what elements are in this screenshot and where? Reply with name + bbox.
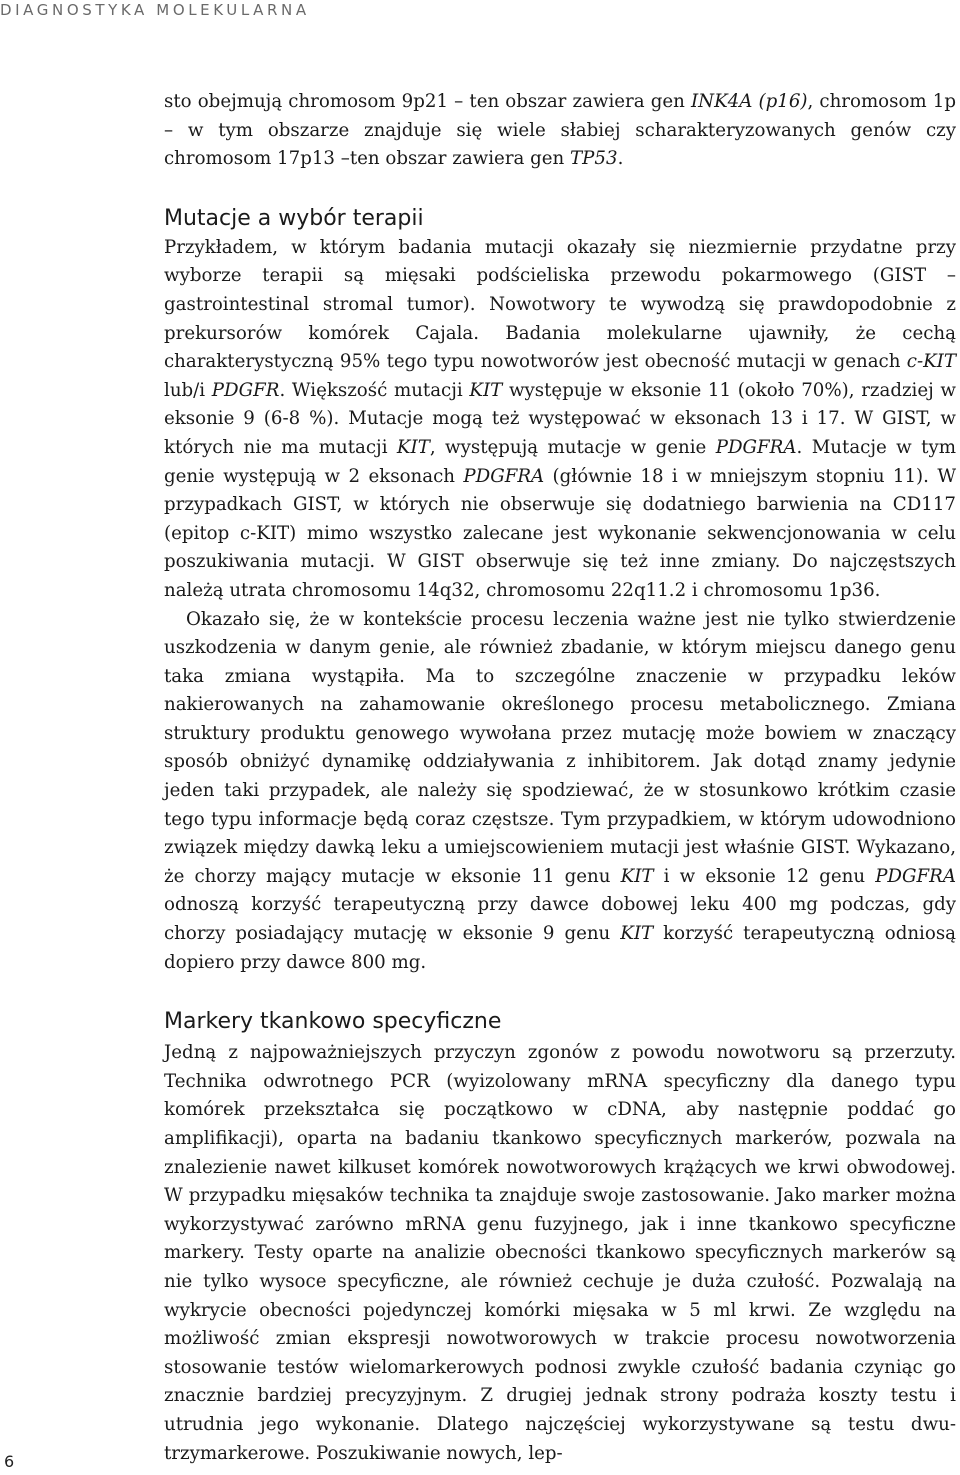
- section-heading-mutacje: Mutacje a wybór terapii: [164, 205, 424, 231]
- text-run: i w eksonie 12 genu: [653, 865, 876, 887]
- italic-gene-name: KIT: [620, 923, 654, 945]
- italic-gene-name: PDGFRA: [715, 436, 797, 458]
- text-run: Okazało się, że w kontekście procesu leczenia ważne jest nie tylko stwierdzenie uszkodzenia w danym genie, ale również zbadanie, w którym miejscu danego genu taka zmiana wystąpiła. Ma to szczególne znaczenie w przypadku leków nakierowanych na zahamowanie określonego procesu metabolicznego. Zmiana struktury produktu genowego wywołana przez mutację może bowiem w znaczący sposób obniżyć dynamikę oddziaływania z inhibitorem. Jak dotąd znamy jedynie jeden taki przypadek, ale należy się spodziewać, że w stosunkowo krótkim czasie tego typu informacje będą coraz częstsze. Tym przypadkiem, w którym udowodniono związek między dawką leku a umiejscowieniem mutacji jest właśnie GIST. Wykazano, że chorzy mający mutacje w eksonie 11 genu: [164, 608, 956, 887]
- intro-paragraph: [164, 88, 956, 174]
- italic-gene-name: KIT: [469, 379, 503, 401]
- paragraph-tissue-markers: [164, 1039, 956, 1468]
- text-run: występuje w eksonie 11 (około 70%), rzadziej w eksonie 9 (6-8 %). Mutacje mogą też występować w eksonach 13 i 17. W GIST, w których nie ma mutacji: [164, 379, 956, 458]
- italic-gene-name: INK4A (p16): [690, 91, 808, 112]
- italic-gene-name: KIT: [620, 865, 654, 887]
- text-run: Jedną z najpoważniejszych przyczyn zgonów z powodu nowotworu są przerzuty. Technika odwrotnego PCR (wyizolowany mRNA specyficzny dla danego typu komórek przekształca się początkowo w cDNA, aby następnie poddać go amplifikacji), oparta na badaniu tkankowo specyficznych markerów, pozwala na znalezienie nawet kilkuset komórek nowotworowych krążących we krwi obwodowej. W przypadku mięsaków technika ta znajduje swoje zastosowanie. Jako marker można wykorzystywać zarówno mRNA genu fuzyjnego, jak i inne tkankowo specyficzne markery. Testy oparte na analizie obecności tkankowo specyficznych markerów są nie tylko wysoce specyficzne, ale również cechuje je duża czułość. Pozwalają na wykrycie obecności pojedynczej komórki mięsaka w 5 ml krwi. Ze względu na możliwość zmian ekspresji nowotworowych w trakcie procesu nowotworzenia stosowanie testów wielomarkerowych podnosi zwykle czułość badania czyniąc go znacznie bardziej precyzyjnym. Z drugiej jednak strony podraża koszty testu i utrudnia jego wykonanie. Dlatego najczęściej wykorzystywane są testu dwu-trzymarkerowe. Poszukiwanie nowych, lep-: [164, 1042, 956, 1464]
- text-run: , chromosom 1p – w tym obszarze znajduje się wiele słabiej scharakteryzowanych genów czy chromosom 17p13 –ten obszar zawiera gen: [164, 91, 957, 170]
- italic-gene-name: PDGFR: [211, 379, 280, 401]
- page-number: 6: [4, 1452, 15, 1471]
- italic-gene-name: PDGFRA: [875, 865, 956, 887]
- italic-gene-name: c-KIT: [906, 351, 956, 373]
- text-run: lub/i: [164, 379, 212, 401]
- text-run: Przykładem, w którym badania mutacji okazały się niezmiernie przydatne przy wyborze terapii są mięsaki podścieliska przewodu pokarmowego (GIST – gastrointestinal stromal tumor). Nowotwory te wywodzą się prawdopodobnie z prekursorów komórek Cajala. Badania molekularne ujawniły, że cechą charakterystyczną 95% tego typu nowotworów jest obecność mutacji w genach: [164, 236, 956, 373]
- text-run: , występują mutacje w genie: [429, 436, 716, 458]
- running-head: DIAGNOSTYKA MOLEKULARNA: [0, 1, 310, 19]
- paragraph-gist-mutations: [164, 234, 956, 606]
- text-run: . Większość mutacji: [279, 379, 470, 401]
- text-run: korzyść terapeutyczną odniosą dopiero przy dawce 800 mg.: [164, 923, 956, 973]
- paragraph-dose-location: [164, 606, 956, 978]
- italic-gene-name: PDGFRA: [463, 465, 545, 487]
- italic-gene-name: TP53: [570, 148, 618, 170]
- section-heading-markery: Markery tkankowo specyficzne: [164, 1009, 502, 1035]
- page-content: [164, 88, 956, 1468]
- text-run: .: [617, 148, 624, 170]
- text-run: (głównie 18 i w mniejszym stopniu 11). W przypadkach GIST, w których nie obserwuje się dodatniego barwienia na CD117 (epitop c-KIT) mimo wszystko zalecane jest wykonanie sekwencjonowania w celu poszukiwania mutacji. W GIST obserwuje się też inne zmiany. Do najczęstszych należą utrata chromosomu 14q32, chromosomu 22q11.2 i chromosomu 1p36.: [164, 465, 957, 601]
- text-run: . Mutacje w tym genie występują w 2 eksonach: [164, 436, 956, 487]
- text-run: sto obejmują chromosom 9p21 – ten obszar zawiera gen: [164, 91, 691, 112]
- italic-gene-name: KIT: [396, 436, 430, 458]
- text-run: odnoszą korzyść terapeutyczną przy dawce dobowej leku 400 mg podczas, gdy chorzy posiadający mutację w eksonie 9 genu: [164, 894, 956, 945]
